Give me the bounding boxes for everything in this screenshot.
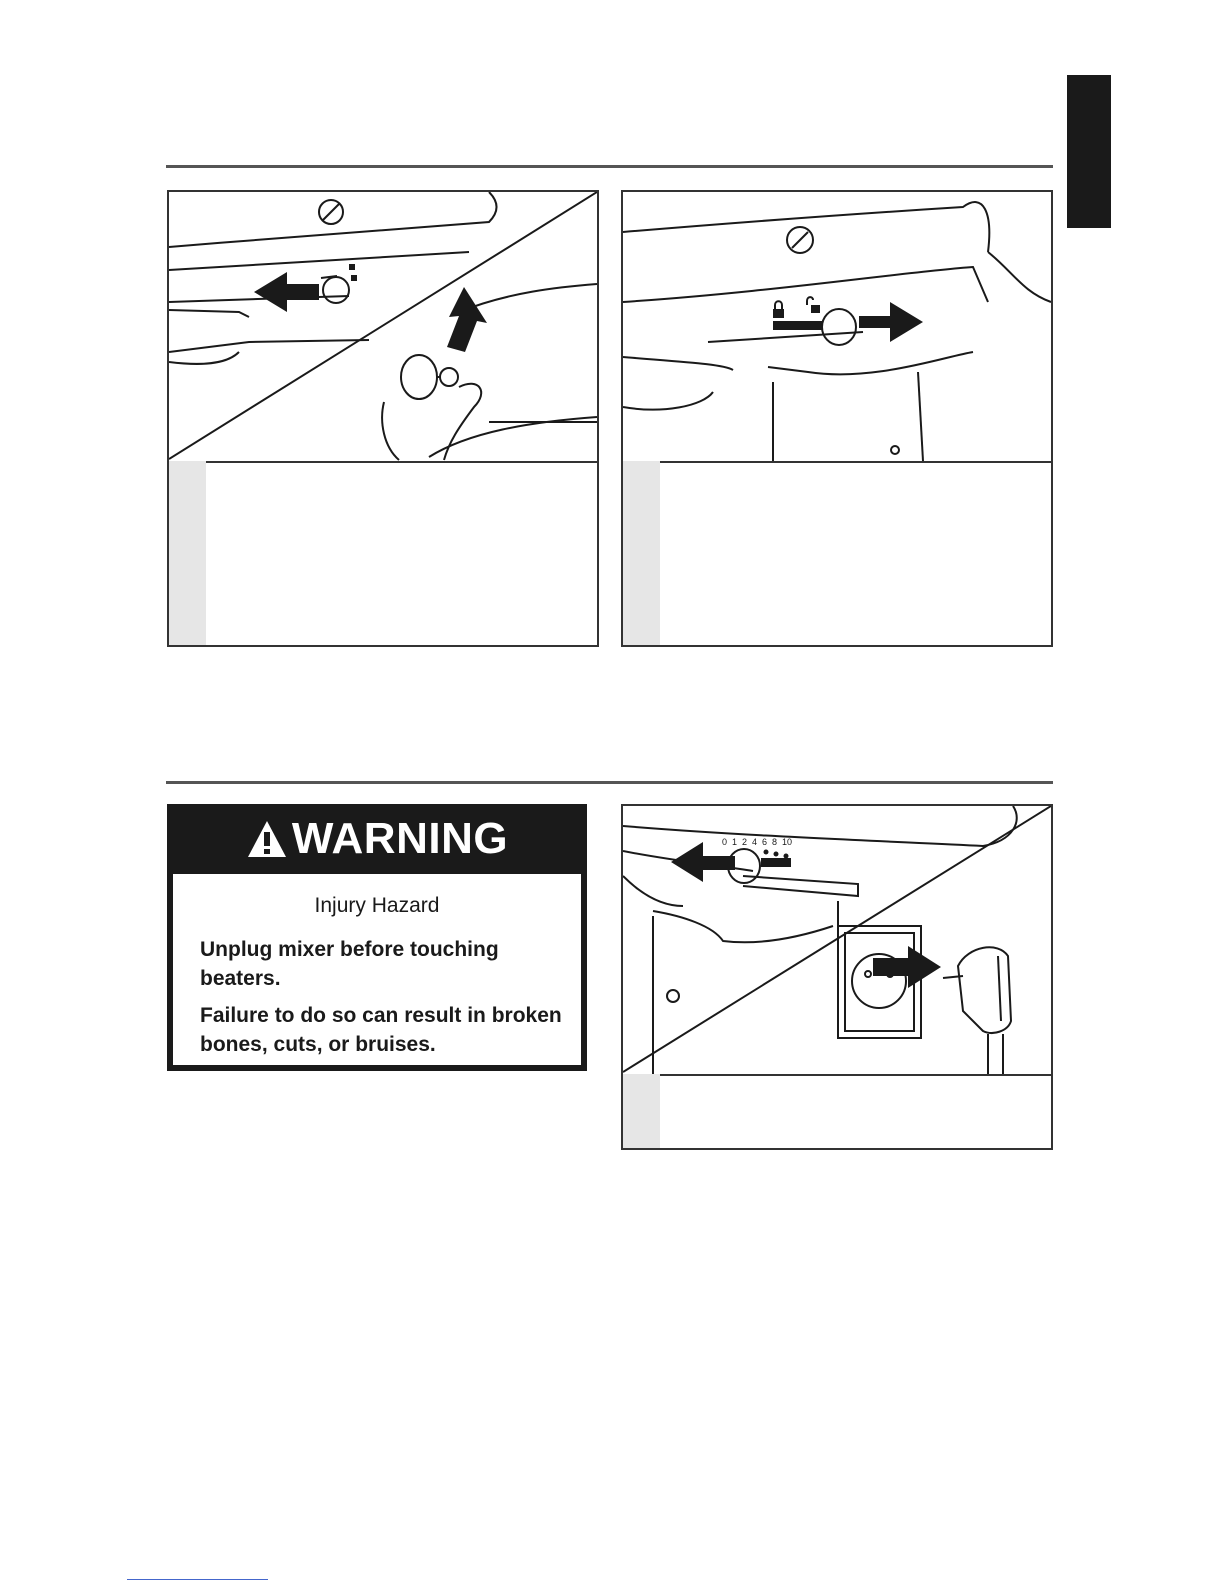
instruction-panel-3 [621,804,1053,1150]
caption-step-3 [623,1074,1051,1148]
instruction-panel-2 [621,190,1053,647]
link-underline [127,1579,268,1580]
section-divider-bottom [166,781,1053,784]
speed-label-6: 6 [762,837,768,847]
section-tab [1067,75,1111,228]
lock-icon [773,301,784,318]
mixer-head-lever-illustration [169,192,597,461]
warning-consequence: Failure to do so can result in broken bones, cuts, or bruises. [200,1004,562,1056]
caption-gutter [169,461,206,645]
arrow-right-icon [859,302,923,342]
speed-label-10: 10 [782,837,793,847]
caption-step-1 [169,461,597,645]
instruction-panel-1 [167,190,599,647]
warning-hazard-title: Injury Hazard [314,894,440,917]
warning-instruction: Unplug mixer before touching beaters. [200,938,499,990]
illustration-lock-position [623,192,1051,463]
warning-header [167,810,587,868]
speed-label-0: 0 [722,837,728,847]
caption-gutter [623,461,660,645]
speed-label-1: 1 [732,837,738,847]
speed-label-4: 4 [752,837,758,847]
illustration-unplug [623,806,1051,1076]
warning-triangle-icon [246,819,288,859]
warning-body [173,874,581,1065]
section-divider-top [166,165,1053,168]
arrow-left-icon [671,842,735,882]
speed-label-8: 8 [772,837,778,847]
warning-box [167,804,587,1071]
speed-label-2: 2 [742,837,748,847]
arrow-up-icon [447,287,487,352]
warning-signal-word: WARNING [291,814,509,863]
unlock-icon [807,297,820,313]
arrow-left-icon [254,272,319,312]
caption-step-2 [623,461,1051,645]
arrow-right-icon [873,946,941,988]
mixer-lock-illustration [623,192,1051,461]
caption-gutter [623,1074,660,1148]
mixer-unplug-illustration [623,806,1051,1074]
illustration-lock-lever [169,192,597,463]
